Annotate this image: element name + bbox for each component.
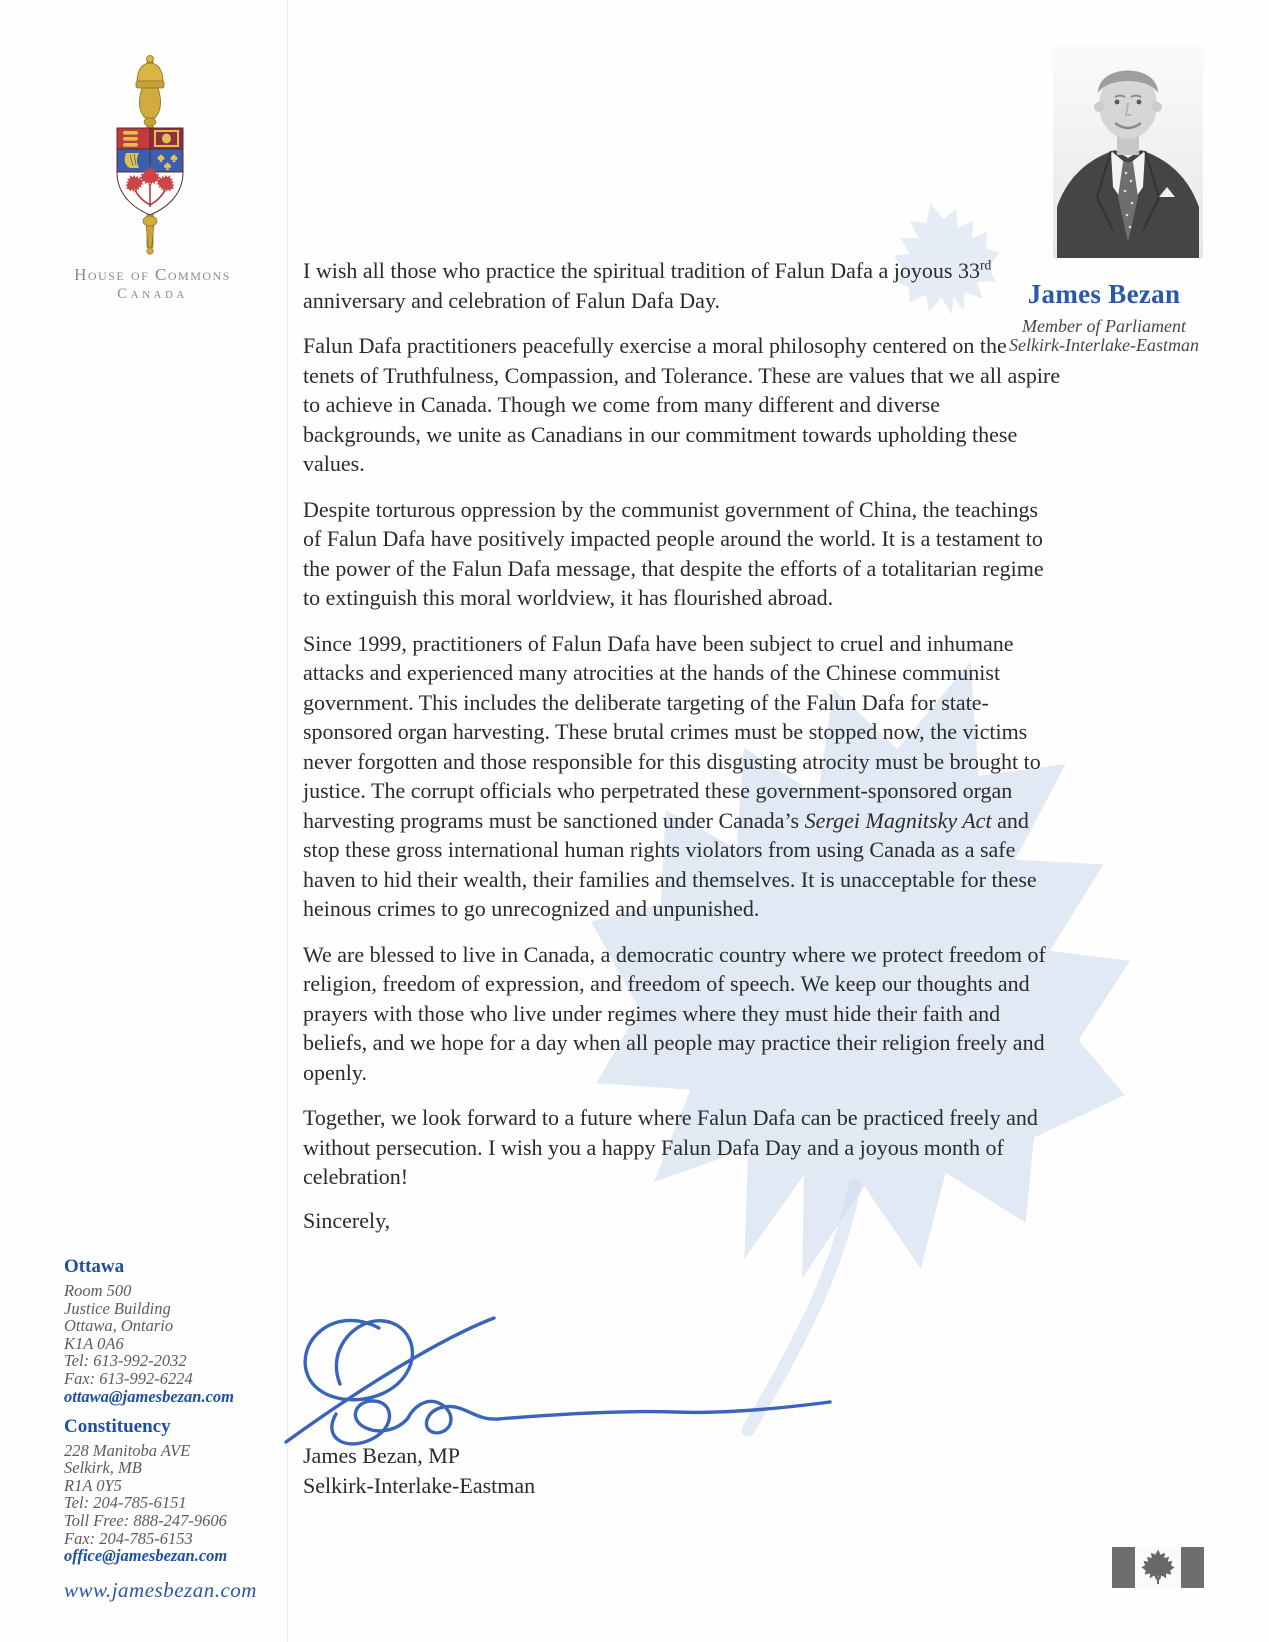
letter-paragraph: We are blessed to live in Canada, a democratic country where we protect freedom of religion, freedom of expression, and freedom of speech. We keep our thoughts and prayers with those who live under regimes where they must hide their faith and beliefs, and we hope for a day when all people may practice their religion freely and openly. [303, 941, 1046, 1085]
org-name: House of Commons [74, 265, 231, 284]
constituency-address [64, 1442, 289, 1548]
letter-paragraph: I wish all those who practice the spiritual tradition of Falun Dafa a joyous 33rd anniversary and celebration of Falun Dafa Day. [303, 257, 992, 313]
address-line: Tel: 613-992-2032 [64, 1351, 187, 1371]
address-line: Fax: 613-992-6224 [64, 1368, 193, 1388]
mp-title: Member of Parliament [1022, 316, 1186, 336]
contact-sidebar [64, 1256, 289, 1603]
ottawa-address [64, 1282, 289, 1388]
closing-salutation: Sincerely, [303, 1207, 391, 1233]
letter-paragraphs [303, 256, 1061, 1192]
constituency-office [64, 1416, 289, 1566]
address-line: Room 500 [64, 1281, 132, 1300]
letter-paragraph: Together, we look forward to a future where Falun Dafa can be practiced freely and without persecution. I wish you a happy Falun Dafa Day and a joyous month of celebration! [303, 1105, 1038, 1189]
ottawa-office [64, 1256, 289, 1406]
address-line: Selkirk, MB [64, 1458, 142, 1478]
constituency-heading: Constituency [64, 1415, 171, 1437]
letter-paragraph: Since 1999, practitioners of Falun Dafa have been subject to cruel and inhumane attacks and experienced many atrocities at the hands of the Chinese communist government. This includes the deliberate targeting of the Falun Dafa for state-sponsored organ harvesting. These brutal crimes must be stopped now, the victims never forgotten and those responsible for this disgusting atrocity must be brought to justice. The corrupt officials who perpetrated these government-sponsored organ harvesting programs must be sanctioned under Canada’s Sergei Magnitsky Act and stop these gross international human rights violators from using Canada as a safe haven to hid their wealth, their families and themselves. It is unacceptable for these heinous crimes to go unrecognized and unpunished. [303, 630, 1041, 921]
letter-body [303, 256, 1061, 1234]
mp-riding: Selkirk-Interlake-Eastman [1009, 335, 1199, 355]
address-line: Toll Free: 888-247-9606 [64, 1510, 227, 1530]
address-line: K1A 0A6 [64, 1333, 124, 1353]
mp-portrait-photo [1053, 45, 1203, 258]
letterhead-org [55, 265, 250, 303]
org-country: Canada [117, 286, 188, 302]
address-line: Tel: 204-785-6151 [64, 1493, 187, 1513]
handwritten-signature [282, 1302, 847, 1452]
address-line: Ottawa, Ontario [64, 1316, 174, 1336]
letter-paragraph: Falun Dafa practitioners peacefully exercise a moral philosophy centered on the tenets of Truthfulness, Compassion, and Tolerance. These are values that we all aspire to achieve in Canada. Though we come from many different and diverse backgrounds, we unite as Canadians in our commitment towards upholding these values. [303, 333, 1061, 476]
signer-name: James Bezan, MP [303, 1443, 461, 1468]
ottawa-email: ottawa@jamesbezan.com [64, 1386, 235, 1406]
letter-paragraph: Despite torturous oppression by the communist government of China, the teachings of Falun Dafa have positively impacted people around the world. It is a testament to the power of the Falun Dafa message, that despite the efforts of a totalitarian regime to extinguish this moral worldview, it has flourished abroad. [303, 496, 1044, 610]
mp-name: James Bezan [1027, 279, 1181, 309]
signer-riding: Selkirk-Interlake-Eastman [303, 1473, 536, 1498]
canada-flag-icon [1112, 1547, 1204, 1588]
address-line: Fax: 204-785-6153 [64, 1528, 193, 1548]
address-line: Justice Building [64, 1298, 171, 1318]
website-url: www.jamesbezan.com [64, 1578, 257, 1603]
address-line: 228 Manitoba AVE [64, 1440, 191, 1460]
house-of-commons-coat-of-arms-icon [105, 52, 195, 257]
address-line: R1A 0Y5 [64, 1475, 122, 1495]
constituency-email: office@jamesbezan.com [64, 1546, 228, 1566]
ottawa-heading: Ottawa [64, 1256, 125, 1277]
